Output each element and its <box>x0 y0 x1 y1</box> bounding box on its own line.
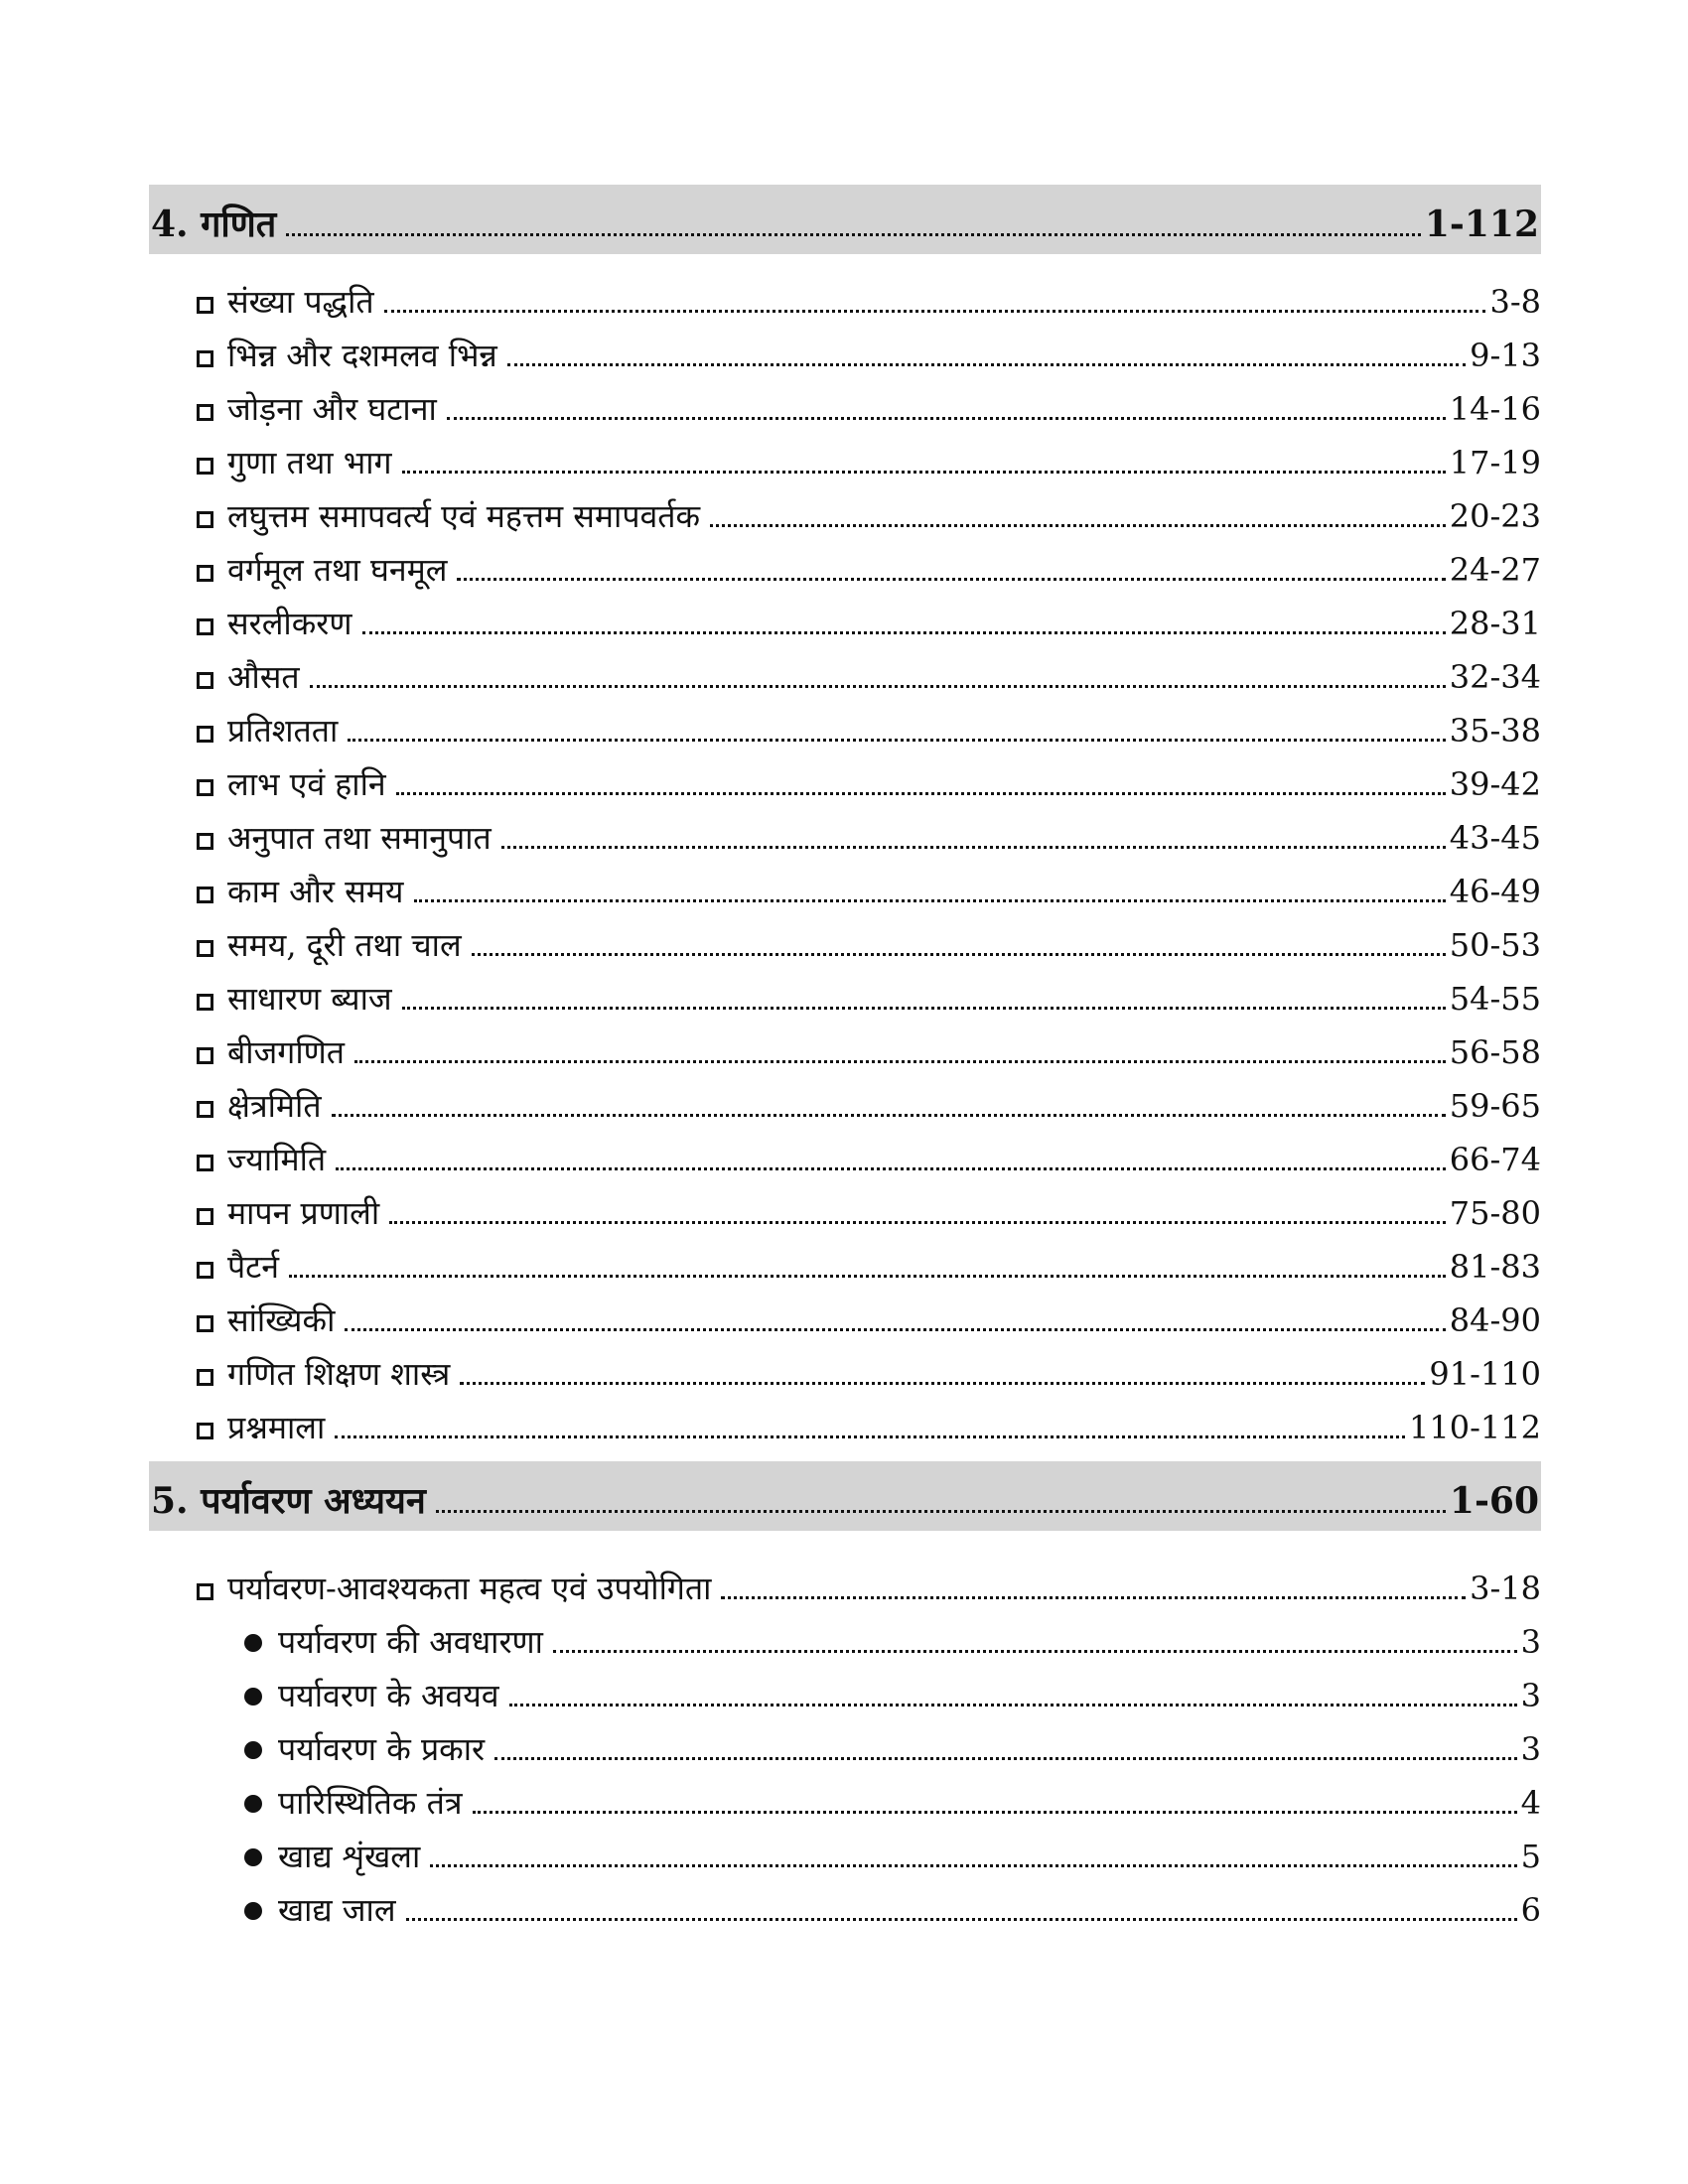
toc-entry <box>149 1237 1541 1291</box>
toc-entry <box>149 1183 1541 1237</box>
dot-leader <box>354 1060 1446 1063</box>
dot-leader <box>286 233 1421 236</box>
checkbox-square-icon <box>197 1047 213 1064</box>
checkbox-square-icon <box>197 1101 213 1118</box>
toc-subentry <box>149 1719 1541 1773</box>
entry-pages: 84-90 <box>1449 1301 1541 1339</box>
checkbox-square-icon <box>197 887 213 903</box>
entry-pages: 24-27 <box>1449 551 1541 589</box>
dot-leader <box>289 1275 1446 1278</box>
toc-entry <box>149 1398 1541 1451</box>
entry-title: गणित शिक्षण शास्त्र <box>227 1355 451 1393</box>
section-title: 5. पर्यावरण अध्ययन <box>151 1480 426 1522</box>
checkbox-square-icon <box>197 1262 213 1279</box>
bullet-icon <box>244 1688 262 1706</box>
checkbox-square-icon <box>197 1208 213 1225</box>
dot-leader <box>402 471 1446 474</box>
entry-pages: 59-65 <box>1449 1087 1541 1125</box>
entry-pages: 3-8 <box>1489 283 1541 321</box>
entry-title: साधारण ब्याज <box>227 980 392 1018</box>
entry-pages: 81-83 <box>1449 1248 1541 1286</box>
entry-pages: 75-80 <box>1449 1194 1541 1232</box>
checkbox-square-icon <box>197 1423 213 1439</box>
section-header-environment <box>149 1461 1541 1531</box>
dot-leader <box>348 739 1445 742</box>
dot-leader <box>553 1650 1517 1653</box>
entry-title: औसत <box>227 658 300 696</box>
toc-entry <box>149 486 1541 540</box>
dot-leader <box>384 310 1486 313</box>
bullet-icon <box>244 1634 262 1652</box>
checkbox-square-icon <box>197 1315 213 1332</box>
checkbox-square-icon <box>197 1583 213 1600</box>
subentry-title: खाद्य शृंखला <box>278 1838 421 1875</box>
subentry-pages: 3 <box>1520 1730 1541 1768</box>
dot-leader <box>436 1510 1446 1513</box>
toc-entry <box>149 701 1541 754</box>
toc-entry <box>149 1130 1541 1183</box>
toc-entry <box>149 1344 1541 1398</box>
entry-pages: 43-45 <box>1449 819 1541 857</box>
entry-pages: 39-42 <box>1449 765 1541 803</box>
dot-leader <box>396 792 1446 795</box>
entry-title: वर्गमूल तथा घनमूल <box>227 551 448 589</box>
checkbox-square-icon <box>197 1155 213 1171</box>
section-pages: 1-60 <box>1449 1480 1539 1522</box>
subentry-pages: 5 <box>1520 1838 1541 1875</box>
dot-leader <box>473 1811 1517 1814</box>
dot-leader <box>332 1114 1446 1117</box>
toc-entry <box>149 1291 1541 1344</box>
toc-entry <box>149 1559 1541 1612</box>
entry-title: लाभ एवं हानि <box>227 765 386 803</box>
entry-title: ज्यामिति <box>227 1141 327 1178</box>
dot-leader <box>335 1435 1405 1438</box>
toc-entry <box>149 969 1541 1023</box>
checkbox-square-icon <box>197 940 213 957</box>
entry-title: प्रतिशतता <box>227 712 339 750</box>
checkbox-square-icon <box>197 458 213 475</box>
dot-leader <box>472 953 1446 956</box>
dot-leader <box>406 1918 1517 1921</box>
entry-title: जोड़ना और घटाना <box>227 390 437 428</box>
dot-leader <box>721 1596 1466 1599</box>
dot-leader <box>457 578 1445 581</box>
dot-leader <box>389 1221 1446 1224</box>
subentry-pages: 3 <box>1520 1623 1541 1661</box>
checkbox-square-icon <box>197 297 213 314</box>
entry-title: सांख्यिकी <box>227 1301 336 1339</box>
toc-entry <box>149 862 1541 915</box>
entry-pages: 32-34 <box>1449 658 1541 696</box>
bullet-icon <box>244 1741 262 1759</box>
checkbox-square-icon <box>197 350 213 367</box>
table-of-contents <box>149 185 1541 1934</box>
bullet-icon <box>244 1795 262 1813</box>
toc-entry <box>149 540 1541 594</box>
checkbox-square-icon <box>197 404 213 421</box>
dot-leader <box>494 1757 1517 1760</box>
entry-title: बीजगणित <box>227 1033 345 1071</box>
checkbox-square-icon <box>197 779 213 796</box>
entry-pages: 9-13 <box>1470 337 1541 374</box>
toc-entry <box>149 808 1541 862</box>
entry-title: अनुपात तथा समानुपात <box>227 819 492 857</box>
bullet-icon <box>244 1902 262 1920</box>
toc-entry <box>149 1023 1541 1076</box>
entry-pages: 28-31 <box>1449 605 1541 642</box>
dot-leader <box>501 846 1446 849</box>
entry-pages: 3-18 <box>1470 1570 1541 1607</box>
subentry-pages: 3 <box>1520 1677 1541 1714</box>
dot-leader <box>710 524 1446 527</box>
dot-leader <box>310 685 1446 688</box>
toc-entry <box>149 915 1541 969</box>
entry-title: क्षेत्रमिति <box>227 1087 322 1125</box>
toc-entry <box>149 647 1541 701</box>
dot-leader <box>362 631 1446 634</box>
toc-subentry <box>149 1880 1541 1934</box>
toc-entry <box>149 272 1541 326</box>
checkbox-square-icon <box>197 994 213 1011</box>
entry-pages: 56-58 <box>1449 1033 1541 1071</box>
entry-title: लघुत्तम समापवर्त्य एवं महत्तम समापवर्तक <box>227 497 701 535</box>
entry-pages: 66-74 <box>1449 1141 1541 1178</box>
section-pages: 1-112 <box>1424 204 1539 245</box>
checkbox-square-icon <box>197 618 213 635</box>
checkbox-square-icon <box>197 565 213 582</box>
subentry-title: पर्यावरण के प्रकार <box>278 1730 486 1768</box>
entry-pages: 110-112 <box>1409 1409 1541 1446</box>
entry-title: पर्यावरण-आवश्यकता महत्व एवं उपयोगिता <box>227 1570 712 1607</box>
entry-title: गुणा तथा भाग <box>227 444 392 481</box>
section-items-maths <box>149 272 1541 1451</box>
dot-leader <box>447 417 1446 420</box>
entry-title: प्रश्नमाला <box>227 1409 326 1446</box>
subentry-pages: 4 <box>1520 1784 1541 1822</box>
checkbox-square-icon <box>197 833 213 850</box>
toc-entry <box>149 379 1541 433</box>
toc-entry <box>149 594 1541 647</box>
toc-subentry <box>149 1666 1541 1719</box>
checkbox-square-icon <box>197 511 213 528</box>
entry-title: भिन्न और दशमलव भिन्न <box>227 337 497 374</box>
entry-pages: 46-49 <box>1449 873 1541 910</box>
toc-entry <box>149 433 1541 486</box>
entry-title: काम और समय <box>227 873 404 910</box>
entry-pages: 54-55 <box>1449 980 1541 1018</box>
entry-title: मापन प्रणाली <box>227 1194 380 1232</box>
dot-leader <box>509 1704 1517 1706</box>
toc-subentry <box>149 1827 1541 1880</box>
toc-subentry <box>149 1773 1541 1827</box>
entry-pages: 35-38 <box>1449 712 1541 750</box>
subentry-title: खाद्य जाल <box>278 1891 396 1929</box>
entry-title: समय, दूरी तथा चाल <box>227 926 462 964</box>
toc-subentry <box>149 1612 1541 1666</box>
section-header-maths <box>149 185 1541 254</box>
checkbox-square-icon <box>197 1369 213 1386</box>
entry-pages: 20-23 <box>1449 497 1541 535</box>
dot-leader <box>414 899 1446 902</box>
entry-pages: 17-19 <box>1449 444 1541 481</box>
subentry-title: पर्यावरण के अवयव <box>278 1677 499 1714</box>
dot-leader <box>430 1864 1516 1867</box>
entry-title: सरलीकरण <box>227 605 352 642</box>
section-title: 4. गणित <box>151 204 277 245</box>
toc-entry <box>149 1076 1541 1130</box>
toc-entry <box>149 326 1541 379</box>
toc-entry <box>149 754 1541 808</box>
checkbox-square-icon <box>197 672 213 689</box>
section-items-environment <box>149 1559 1541 1934</box>
entry-title: पैटर्न <box>227 1248 280 1286</box>
entry-pages: 91-110 <box>1429 1355 1541 1393</box>
subentry-pages: 6 <box>1520 1891 1541 1929</box>
dot-leader <box>507 363 1466 366</box>
entry-pages: 14-16 <box>1449 390 1541 428</box>
entry-pages: 50-53 <box>1449 926 1541 964</box>
checkbox-square-icon <box>197 726 213 743</box>
subentry-title: पर्यावरण की अवधारणा <box>278 1623 543 1661</box>
dot-leader <box>460 1382 1425 1385</box>
dot-leader <box>336 1167 1446 1170</box>
bullet-icon <box>244 1848 262 1866</box>
dot-leader <box>402 1007 1446 1010</box>
entry-title: संख्या पद्धति <box>227 283 374 321</box>
subentry-title: पारिस्थितिक तंत्र <box>278 1784 463 1822</box>
dot-leader <box>345 1328 1445 1331</box>
